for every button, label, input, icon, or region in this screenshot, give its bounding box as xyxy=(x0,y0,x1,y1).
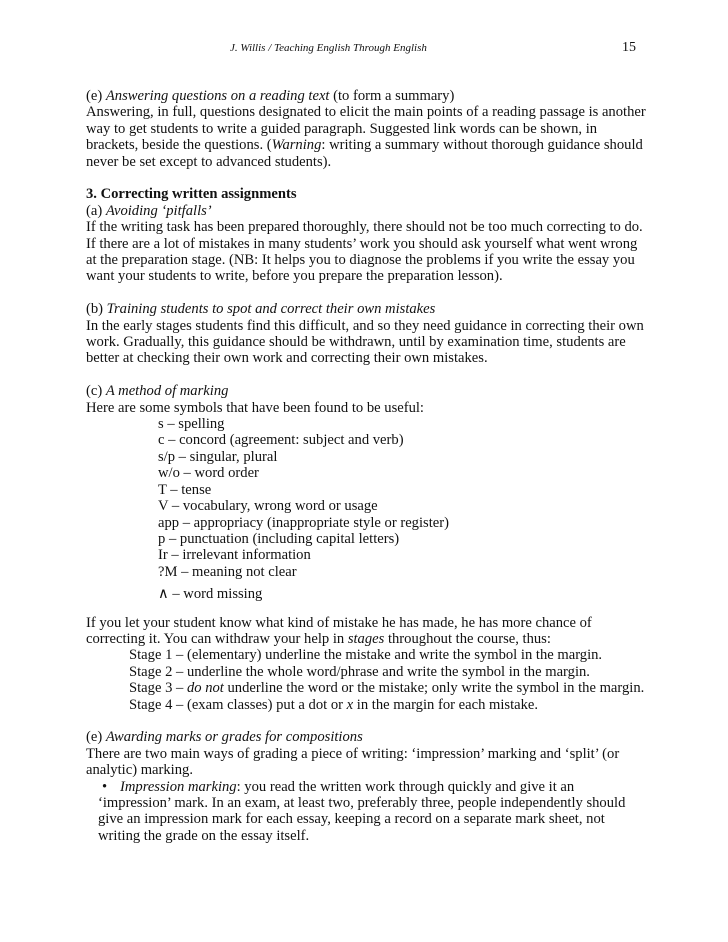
paragraph-text: If you let your student know what kind of mistake he has made, he has more chance of correcting it. You can withdraw your help in xyxy=(86,614,592,647)
bullet-glyph: • xyxy=(102,778,108,795)
bullet-item xyxy=(86,779,646,845)
stage-emphasis: x xyxy=(346,696,354,713)
stage-text: in the margin for each mistake. xyxy=(353,696,539,713)
section-3-heading xyxy=(86,186,646,202)
section-title: A method of marking xyxy=(105,383,229,400)
section-a-heading xyxy=(86,203,646,219)
section-title: Answering questions on a reading text xyxy=(105,88,330,104)
paragraph-text: throughout the course, thus: xyxy=(384,630,551,647)
running-title: J. Willis / Teaching English Through English xyxy=(230,42,427,54)
running-header xyxy=(0,40,728,60)
section-label: (e) xyxy=(86,88,106,104)
section-e2-body: There are two main ways of grading a piece of writing: ‘impression’ marking and ‘split’ (or analytic) marking. xyxy=(86,745,620,779)
section-title: Training students to spot and correct their own mistakes xyxy=(106,301,436,318)
section-b-body: In the early stages students find this difficult, and so they need guidance in correcting their own work. Gradually, this guidance should be withdrawn, until by examination time, students are better at checking their own work and correcting their own mistakes. xyxy=(86,317,644,367)
section-e1-body xyxy=(86,104,646,170)
paragraph-text: : writing a summary without thorough guidance should never be set except to advanced students). xyxy=(86,137,643,170)
stage-4 xyxy=(86,697,646,713)
symbol-item: s/p – singular, plural xyxy=(158,448,278,465)
stage-2: Stage 2 – underline the whole word/phrase and write the symbol in the margin. xyxy=(129,663,590,680)
section-label: (e) xyxy=(86,729,106,746)
symbol-item: w/o – word order xyxy=(158,465,259,482)
section-c-heading xyxy=(86,383,646,399)
section-heading-text: 3. Correcting written assignments xyxy=(86,186,297,203)
section-title: Avoiding ‘pitfalls’ xyxy=(105,202,212,219)
section-title-suffix: (to form a summary) xyxy=(329,88,455,104)
symbol-item: T – tense xyxy=(158,481,212,498)
stage-3 xyxy=(86,680,646,696)
symbol-list xyxy=(86,416,646,602)
stage-text: underline the word or the mistake; only write the symbol in the margin. xyxy=(223,680,645,697)
section-label: (b) xyxy=(86,301,107,318)
section-c-intro: Here are some symbols that have been found to be useful: xyxy=(86,399,424,416)
stages-word: stages xyxy=(347,630,385,647)
body-content xyxy=(86,88,646,844)
section-label: (a) xyxy=(86,202,106,219)
stage-emphasis: do not xyxy=(186,680,224,697)
section-a-body: If the writing task has been prepared thoroughly, there should not be too much correcting to do. If there are a lot of mistakes in many students’ work you should ask yourself what went wrong at the preparation stage. (NB: It helps you to diagnose the problems if you write the essay you want your students to write, before you prepare the preparation lesson). xyxy=(86,219,643,285)
bullet-term: Impression marking xyxy=(120,778,237,795)
section-b-heading xyxy=(86,301,646,317)
symbol-item: Ir – irrelevant information xyxy=(158,547,311,564)
page-number: 15 xyxy=(622,40,636,55)
paragraph-text: Answering, in full, questions designated to elicit the main points of a reading passage is another way to get students to write a guided paragraph. Suggested link words can be shown, in brackets, beside the questions. ( xyxy=(86,104,646,154)
symbol-item: c – concord (agreement: subject and verb) xyxy=(158,432,404,449)
section-e1-heading xyxy=(86,88,646,104)
section-c-followup xyxy=(86,615,646,648)
stage-text: Stage 4 – (exam classes) put a dot or xyxy=(129,696,347,713)
symbol-item: V – vocabulary, wrong word or usage xyxy=(158,498,378,515)
symbol-item: ?M – meaning not clear xyxy=(158,563,297,580)
section-e2-heading xyxy=(86,729,646,745)
section-label: (c) xyxy=(86,383,106,400)
section-title: Awarding marks or grades for compositions xyxy=(105,729,363,746)
symbol-item: s – spelling xyxy=(158,416,225,433)
stage-1: Stage 1 – (elementary) underline the mistake and write the symbol in the margin. xyxy=(129,647,603,664)
symbol-item: app – appropriacy (inappropriate style or register) xyxy=(158,514,449,531)
stage-text: Stage 3 – xyxy=(129,680,187,697)
bullet-text xyxy=(98,779,646,845)
warning-word: Warning xyxy=(271,137,322,154)
symbol-item: p – punctuation (including capital letters) xyxy=(158,530,400,547)
bullet-body: : you read the written work through quickly and give it an ‘impression’ mark. In an exam, at least two, preferably three, people independently should give an impression mark for each essay, keeping a record on a separate mark sheet, not writing the grade on the essay itself. xyxy=(98,778,626,844)
symbol-item: ∧ – word missing xyxy=(158,586,263,603)
